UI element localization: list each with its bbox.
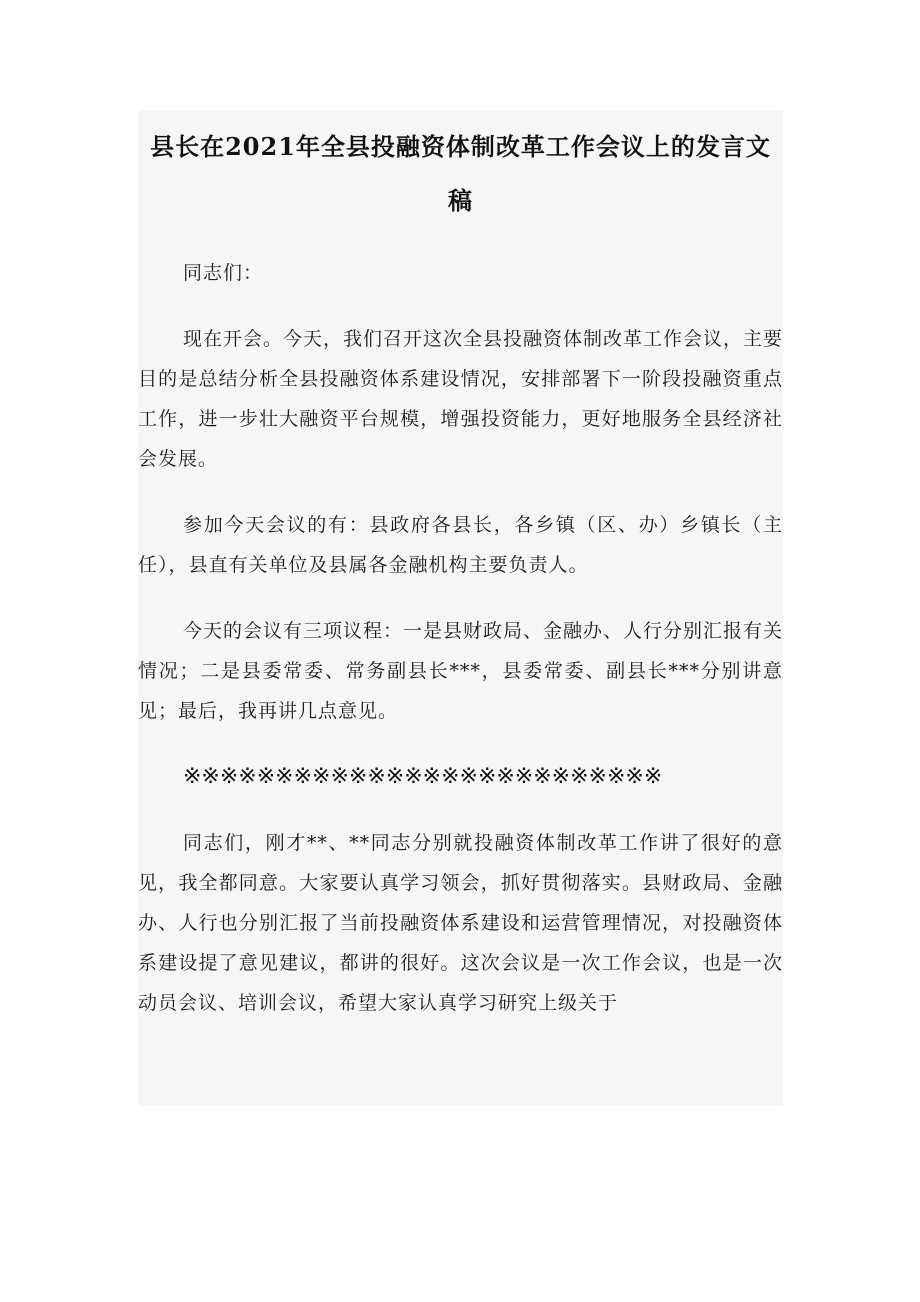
paragraph-attendees: 参加今天会议的有：县政府各县长，各乡镇（区、办）乡镇长（主任），县直有关单位及县属各金融机构主要负责人。 (138, 514, 783, 576)
paragraph-agenda: 今天的会议有三项议程：一是县财政局、金融办、人行分别汇报有关情况；二是县委常委、常务副县长***，县委常委、副县长***分别讲意见；最后，我再讲几点意见。 (138, 620, 783, 722)
paragraph-closing: 同志们，刚才**、**同志分别就投融资体制改革工作讲了很好的意见，我全都同意。大家要认真学习领会，抓好贯彻落实。县财政局、金融办、人行也分别汇报了当前投融资体系建设和运营管理情况，对投融资体系建设提了意见建议，都讲的很好。这次会议是一次工作会议，也是一次动员会议、培训会议，希望大家认真学习研究上级关于 (138, 832, 783, 1014)
section-separator: ※※※※※※※※※※※※※※※※※※※※※※※※※※ (183, 764, 663, 789)
document-page (138, 110, 783, 1106)
document-title: 县长在2021年全县投融资体制改革工作会议上的发言文稿 (150, 132, 771, 215)
salutation: 同志们： (183, 262, 264, 284)
paragraph-opening: 现在开会。今天，我们召开这次全县投融资体制改革工作会议，主要目的是总结分析全县投融资体系建设情况，安排部署下一阶段投融资重点工作，进一步壮大融资平台规模，增强投资能力，更好地服务全县经济社会发展。 (138, 328, 783, 470)
